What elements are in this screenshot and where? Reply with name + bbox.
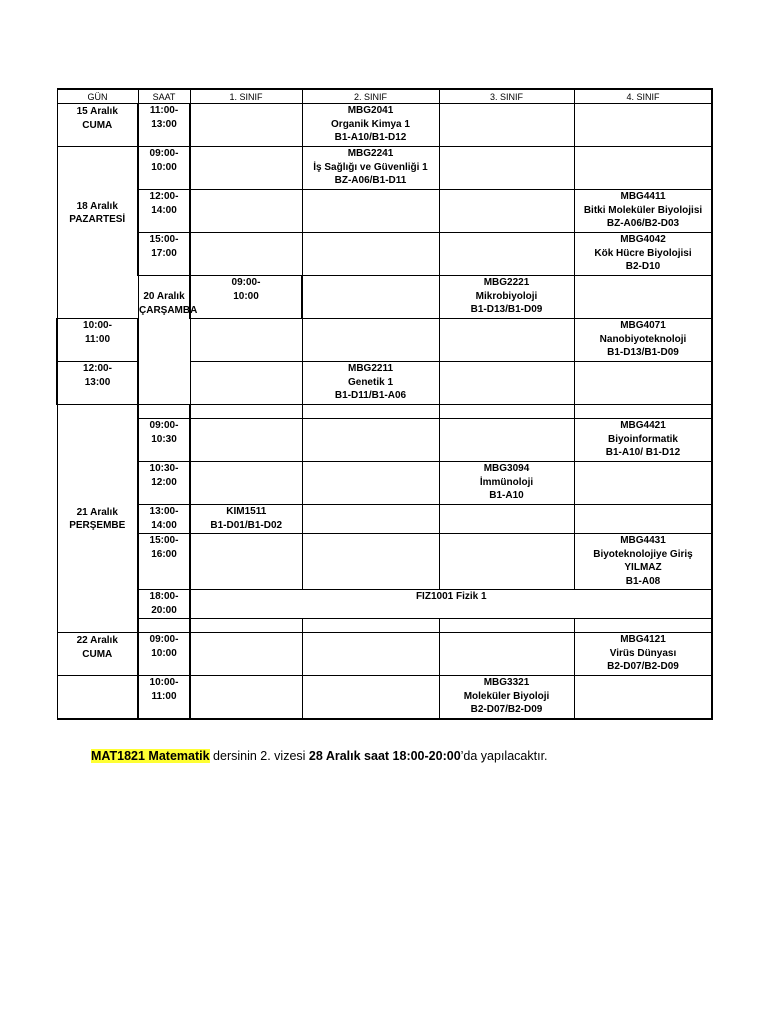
day-cell: 21 Aralık PERŞEMBE <box>57 405 138 633</box>
class-2-cell <box>302 319 439 362</box>
table-row <box>57 534 712 590</box>
class-2-cell <box>302 190 439 233</box>
time-cell: 09:00- 10:00 <box>138 633 190 676</box>
class-1-cell <box>302 276 439 319</box>
class-4-cell: MBG4121 Virüs Dünyası B2-D07/B2-D09 <box>574 633 712 676</box>
class-4-cell: MBG4042 Kök Hücre Biyolojisi B2-D10 <box>574 233 712 276</box>
class-3-cell <box>574 276 712 319</box>
class-2-cell <box>302 619 439 633</box>
class-3-cell <box>439 147 574 190</box>
table-row <box>57 590 712 619</box>
class-1-cell <box>190 462 302 505</box>
time-cell: 10:00- 11:00 <box>138 676 190 719</box>
class-4-cell <box>574 619 712 633</box>
day-cell: 15 Aralık CUMA <box>57 104 138 147</box>
time-cell: 10:30- 12:00 <box>138 462 190 505</box>
class-4-cell <box>574 505 712 534</box>
class-3-cell <box>439 405 574 419</box>
time-cell: 12:00- 14:00 <box>138 190 190 233</box>
all-classes-cell: FIZ1001 Fizik 1 <box>190 590 712 619</box>
class-3-cell <box>439 633 574 676</box>
time-cell: 09:00- 10:00 <box>190 276 302 319</box>
class-3-cell: MBG3321 Moleküler Biyoloji B2-D07/B2-D09 <box>439 676 574 719</box>
exam-schedule-table <box>56 88 713 720</box>
class-3-cell <box>439 534 574 590</box>
class-3-cell <box>439 190 574 233</box>
header-class-1: 1. SINIF <box>190 89 302 104</box>
time-cell: 18:00- 20:00 <box>138 590 190 619</box>
class-3-cell: MBG3094 İmmünoloji B1-A10 <box>439 462 574 505</box>
day-cell: 20 Aralık ÇARŞAMBA <box>138 276 190 405</box>
class-2-cell: MBG2211 Genetik 1 B1-D11/B1-A06 <box>302 362 439 405</box>
class-3-cell <box>439 104 574 147</box>
table-row <box>57 104 712 147</box>
time-cell: 09:00- 10:00 <box>138 147 190 190</box>
table-row <box>57 405 712 419</box>
table-row <box>57 276 712 319</box>
class-2-cell <box>302 676 439 719</box>
table-row <box>57 462 712 505</box>
class-1-cell: KIM1511 B1-D01/B1-D02 <box>190 505 302 534</box>
class-4-cell: MBG4411 Bitki Moleküler Biyolojisi BZ-A06/B2-D03 <box>574 190 712 233</box>
day-cell: 22 Aralık CUMA <box>57 633 138 676</box>
class-4-cell <box>574 462 712 505</box>
header-row <box>57 89 712 104</box>
class-1-cell <box>190 233 302 276</box>
note-date: 28 Aralık saat 18:00-20:00 <box>308 749 461 763</box>
day-cell <box>57 676 138 719</box>
table-row <box>57 147 712 190</box>
class-3-cell <box>439 619 574 633</box>
class-1-cell <box>190 676 302 719</box>
time-cell <box>138 405 190 419</box>
exam-note <box>91 749 548 763</box>
time-cell: 15:00- 16:00 <box>138 534 190 590</box>
header-time: SAAT <box>138 89 190 104</box>
class-4-cell <box>574 104 712 147</box>
table-row <box>57 505 712 534</box>
class-3-cell <box>439 505 574 534</box>
class-1-cell <box>190 319 302 362</box>
class-2-cell <box>302 633 439 676</box>
class-3-cell <box>439 233 574 276</box>
class-1-cell <box>190 534 302 590</box>
table-row <box>57 233 712 276</box>
class-4-cell <box>574 362 712 405</box>
header-class-3: 3. SINIF <box>439 89 574 104</box>
class-2-cell <box>302 405 439 419</box>
header-class-4: 4. SINIF <box>574 89 712 104</box>
time-cell: 15:00- 17:00 <box>138 233 190 276</box>
class-1-cell <box>190 362 302 405</box>
highlighted-course: MAT1821 Matematik <box>91 749 210 763</box>
class-1-cell <box>190 104 302 147</box>
class-3-cell <box>439 362 574 405</box>
class-4-cell <box>574 405 712 419</box>
class-1-cell <box>190 419 302 462</box>
table-row <box>57 619 712 633</box>
class-2-cell <box>302 462 439 505</box>
class-1-cell <box>190 190 302 233</box>
class-1-cell <box>190 405 302 419</box>
class-2-cell: MBG2221 Mikrobiyoloji B1-D13/B1-D09 <box>439 276 574 319</box>
time-cell: 11:00- 13:00 <box>138 104 190 147</box>
class-4-cell: MBG4071 Nanobiyoteknoloji B1-D13/B1-D09 <box>574 319 712 362</box>
class-1-cell <box>190 619 302 633</box>
class-4-cell: MBG4431 Biyoteknolojiye Giriş YILMAZ B1-A08 <box>574 534 712 590</box>
table-row <box>57 419 712 462</box>
table-row <box>57 190 712 233</box>
class-2-cell: MBG2041 Organik Kimya 1 B1-A10/B1-D12 <box>302 104 439 147</box>
time-cell: 13:00- 14:00 <box>138 505 190 534</box>
class-4-cell <box>574 676 712 719</box>
class-1-cell <box>190 147 302 190</box>
header-day: GÜN <box>57 89 138 104</box>
header-class-2: 2. SINIF <box>302 89 439 104</box>
class-4-cell: MBG4421 Biyoinformatik B1-A10/ B1-D12 <box>574 419 712 462</box>
class-4-cell <box>574 147 712 190</box>
time-cell: 10:00- 11:00 <box>57 319 138 362</box>
class-2-cell <box>302 534 439 590</box>
class-3-cell <box>439 419 574 462</box>
class-2-cell <box>302 419 439 462</box>
table-row <box>57 633 712 676</box>
class-1-cell <box>190 633 302 676</box>
table-row <box>57 676 712 719</box>
note-text-2: ’da yapılacaktır. <box>460 749 548 763</box>
time-cell: 12:00- 13:00 <box>57 362 138 405</box>
class-2-cell: MBG2241 İş Sağlığı ve Güvenliği 1 BZ-A06/B1-D11 <box>302 147 439 190</box>
class-2-cell <box>302 505 439 534</box>
class-2-cell <box>302 233 439 276</box>
note-text-1: dersinin 2. vizesi <box>209 749 309 763</box>
time-cell <box>138 619 190 633</box>
day-cell: 18 Aralık PAZARTESİ <box>57 147 138 319</box>
time-cell: 09:00- 10:30 <box>138 419 190 462</box>
class-3-cell <box>439 319 574 362</box>
